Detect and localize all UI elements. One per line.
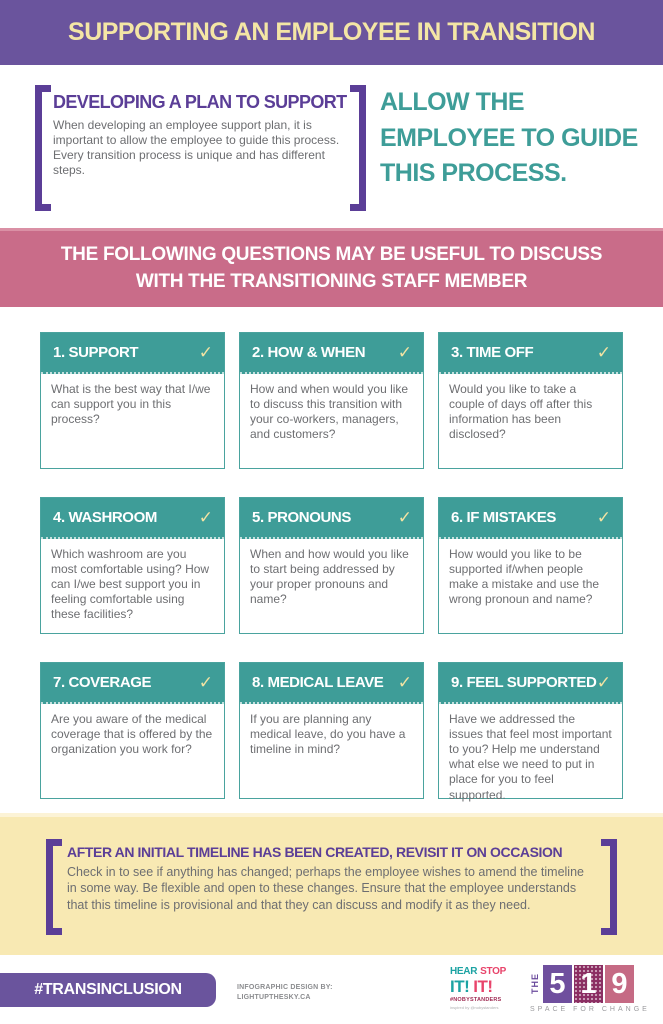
card-header <box>240 663 423 704</box>
timeline-text-block <box>67 844 596 913</box>
card-question: Are you aware of the medical coverage that is offered by the organization you work for? <box>51 712 213 757</box>
header-bar <box>0 0 663 65</box>
card-header <box>240 498 423 539</box>
question-card-6 <box>438 497 623 634</box>
the519-the: THE <box>530 973 540 995</box>
card-header <box>41 498 224 539</box>
timeline-heading: AFTER AN INITIAL TIMELINE HAS BEEN CREATED, REVISIT IT ON OCCASION <box>67 844 563 860</box>
card-question: Have we addressed the issues that feel most important to you? Help me understand what else we need to put in place for you to feel supported. <box>449 712 612 802</box>
banner-line: THE FOLLOWING QUESTIONS MAY BE USEFUL TO DISCUSS <box>60 244 603 266</box>
right-bracket-icon <box>601 839 617 935</box>
card-header <box>439 663 622 704</box>
question-card-grid <box>0 307 663 813</box>
card-header <box>439 333 622 374</box>
question-card-2 <box>239 332 424 469</box>
the519-digit-9: 9 <box>605 965 634 1003</box>
left-bracket-icon <box>46 839 62 935</box>
check-icon: ✓ <box>596 342 611 363</box>
question-card-3 <box>438 332 623 469</box>
page-title: SUPPORTING AN EMPLOYEE IN TRANSITION <box>68 18 595 46</box>
intro-body: When developing an employee support plan, it is important to allow the employee to guide this process. Every transition process is unique and has different steps. <box>53 118 340 177</box>
card-title: 1. SUPPORT <box>53 344 139 361</box>
hearit-it2: IT! <box>473 977 493 996</box>
callout-line: ALLOW THE <box>380 88 525 116</box>
card-title: 9. FEEL SUPPORTED <box>451 674 597 691</box>
timeline-body: Check in to see if anything has changed; perhaps the employee wishes to amend the timeline in some way. Be flexible and open to these changes. Ensure that the employee understands that this timeline is provisional and that they can discuss and modify it as they need. <box>67 865 584 912</box>
nobystanders-tag: #NOBYSTANDERS <box>450 997 502 1003</box>
check-icon: ✓ <box>596 672 611 693</box>
hashtag-label: #TRANSINCLUSION <box>34 981 182 998</box>
the519-digit-1: 1 <box>574 965 603 1003</box>
intro-section <box>0 65 663 228</box>
check-icon: ✓ <box>198 342 213 363</box>
card-question: How would you like to be supported if/when people make a mistake and use the wrong pronoun and name? <box>449 547 600 607</box>
question-card-8 <box>239 662 424 799</box>
timeline-section <box>0 813 663 955</box>
card-title: 2. HOW & WHEN <box>252 344 366 361</box>
check-icon: ✓ <box>198 672 213 693</box>
card-header <box>439 498 622 539</box>
question-card-1 <box>40 332 225 469</box>
card-question: If you are planning any medical leave, do you have a timeline in mind? <box>250 712 406 757</box>
questions-banner <box>0 228 663 307</box>
card-question: Would you like to take a couple of days off after this information has been disclosed? <box>449 382 593 442</box>
the519-tagline: SPACE FOR CHANGE <box>530 1006 650 1013</box>
card-title: 5. PRONOUNS <box>252 509 351 526</box>
check-icon: ✓ <box>397 507 412 528</box>
card-title: 7. COVERAGE <box>53 674 152 691</box>
right-bracket-icon <box>350 85 366 211</box>
card-question: How and when would you like to discuss this transition with your co-workers, managers, and customers? <box>250 382 409 442</box>
callout-line: EMPLOYEE TO GUIDE <box>380 123 638 152</box>
the519-digit-5: 5 <box>543 965 572 1003</box>
credit-line: LIGHTUPTHESKY.CA <box>237 993 311 1001</box>
card-title: 8. MEDICAL LEAVE <box>252 674 384 691</box>
card-question: When and how would you like to start being addressed by your proper pronouns and name? <box>250 547 409 607</box>
banner-line: WITH THE TRANSITIONING STAFF MEMBER <box>135 271 528 292</box>
design-credit <box>237 983 333 1003</box>
callout-line: THIS PROCESS. <box>380 159 567 187</box>
hearit-word-stop: STOP <box>480 966 506 977</box>
card-question: Which washroom are you most comfortable using? How can I/we best support you in feeling comfortable using these facilities? <box>51 547 210 622</box>
credit-line: INFOGRAPHIC DESIGN BY: <box>237 984 333 991</box>
card-title: 3. TIME OFF <box>451 344 534 361</box>
question-card-4 <box>40 497 225 634</box>
check-icon: ✓ <box>397 342 412 363</box>
question-card-9 <box>438 662 623 802</box>
hearit-it1: IT! <box>450 977 470 996</box>
the-519-logo <box>530 965 650 1013</box>
intro-heading: DEVELOPING A PLAN TO SUPPORT <box>53 92 347 112</box>
card-question: What is the best way that I/we can support you in this process? <box>51 382 211 427</box>
check-icon: ✓ <box>397 672 412 693</box>
left-bracket-icon <box>35 85 51 211</box>
check-icon: ✓ <box>198 507 213 528</box>
hearit-subline: inspired by @nobystanders <box>450 1004 499 1010</box>
card-header <box>41 333 224 374</box>
hearit-word-hear: HEAR <box>450 966 478 977</box>
hashtag-badge <box>0 973 216 1007</box>
card-title: 4. WASHROOM <box>53 509 157 526</box>
card-header <box>240 333 423 374</box>
intro-text-block <box>53 92 348 178</box>
question-card-5 <box>239 497 424 634</box>
card-header <box>41 663 224 704</box>
intro-callout <box>380 85 638 192</box>
check-icon: ✓ <box>596 507 611 528</box>
footer <box>0 955 663 1024</box>
question-card-7 <box>40 662 225 799</box>
hear-it-stop-it-logo <box>450 967 516 1010</box>
card-title: 6. IF MISTAKES <box>451 509 556 526</box>
